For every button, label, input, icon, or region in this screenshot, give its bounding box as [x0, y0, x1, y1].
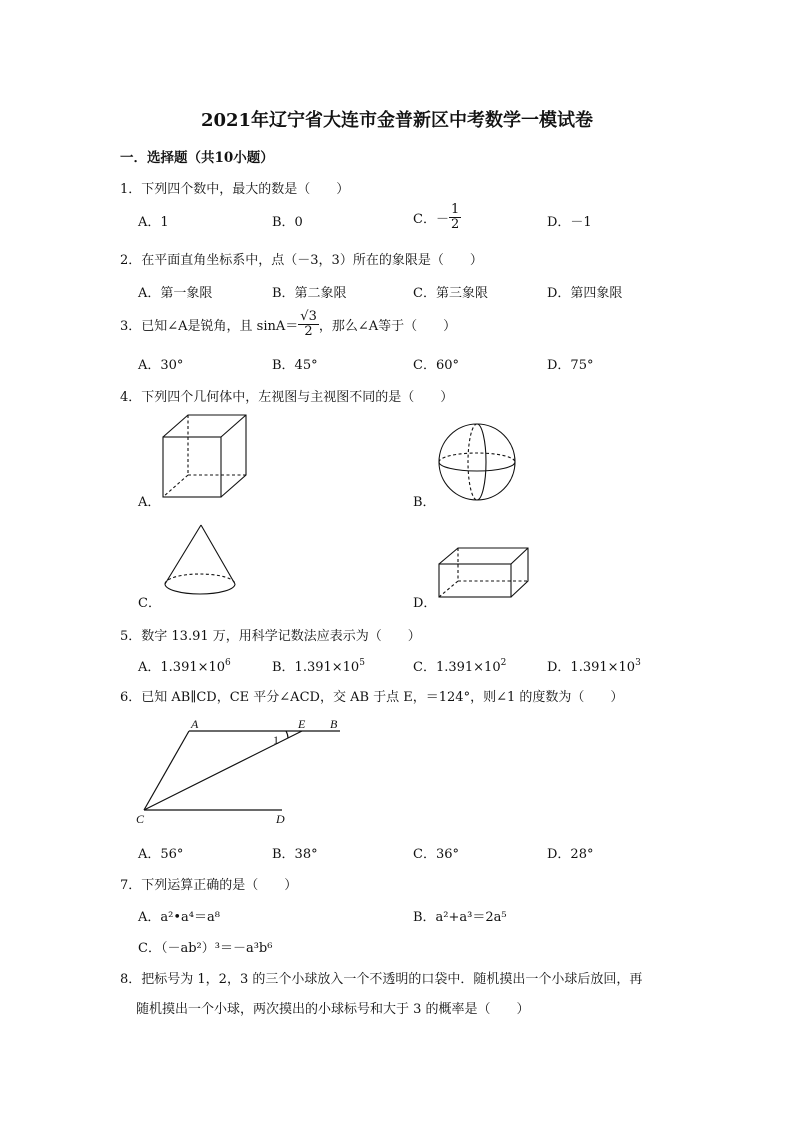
q5-option-b-base: B．1.391×10 — [272, 660, 360, 675]
question-8-line-1: 8．把标号为 1，2，3 的三个小球放入一个不透明的口袋中．随机摸出一个小球后放回，再 — [120, 972, 643, 987]
q1-fraction — [449, 203, 461, 232]
q7-option-b: B．a²+a³＝2a⁵ — [413, 910, 507, 925]
question-3-stem — [120, 310, 456, 339]
q5-option-c-base: C．1.391×10 — [413, 660, 501, 675]
q3-option-d: D．75° — [547, 358, 594, 373]
q3-fraction — [298, 310, 319, 339]
q6-option-c: C．36° — [413, 847, 459, 862]
q5-option-d-exponent: 3 — [635, 658, 641, 668]
question-6-stem: 6．已知 AB∥CD，CE 平分∠ACD，交 AB 于点 E，＝124°，则∠1 的度数为（ ） — [120, 690, 624, 705]
q2-option-b: B．第二象限 — [272, 286, 347, 301]
section-heading: 一．选择题（共10小题） — [120, 150, 274, 166]
q3-option-a: A．30° — [138, 358, 184, 373]
q2-option-d: D．第四象限 — [547, 286, 623, 301]
sphere-figure — [435, 420, 519, 504]
q5-option-b-exponent: 5 — [359, 658, 365, 668]
q5-option-a — [138, 656, 231, 675]
q7-option-c: C．（－ab²）³＝－a³b⁶ — [138, 941, 273, 956]
q1-fraction-numerator: 1 — [450, 202, 460, 217]
q5-option-a-base: A．1.391×10 — [138, 660, 226, 675]
question-2-stem: 2．在平面直角坐标系中，点（－3，3）所在的象限是（ ） — [120, 253, 483, 268]
q1-option-c — [413, 203, 461, 232]
q3-stem-prefix: 3．已知∠A是锐角，且 sinA＝ — [120, 319, 299, 334]
question-1-stem: 1．下列四个数中，最大的数是（ ） — [120, 182, 350, 197]
point-label-d: D — [276, 812, 285, 826]
q1-option-c-prefix: C．－ — [413, 212, 449, 227]
q5-option-d — [547, 656, 641, 675]
q2-option-a: A．第一象限 — [138, 286, 213, 301]
point-label-c: C — [136, 812, 145, 826]
q5-option-d-base: D．1.391×10 — [547, 660, 636, 675]
q3-option-c: C．60° — [413, 358, 459, 373]
q5-option-c — [413, 656, 506, 675]
q1-option-d: D．－1 — [547, 215, 592, 230]
point-label-a: A — [191, 717, 199, 731]
q6-option-d: D．28° — [547, 847, 594, 862]
q1-fraction-denominator: 2 — [450, 217, 460, 232]
q3-option-b: B．45° — [272, 358, 318, 373]
q3-fraction-denominator: 2 — [304, 324, 313, 339]
q4-option-a: A． — [138, 495, 161, 510]
q6-option-a: A．56° — [138, 847, 184, 862]
q1-option-a: A．1 — [138, 215, 169, 230]
parallel-lines-figure — [132, 714, 352, 826]
q5-option-a-exponent: 6 — [225, 658, 231, 668]
cone-figure — [160, 522, 240, 600]
q2-option-c: C．第三象限 — [413, 286, 488, 301]
question-7-stem: 7．下列运算正确的是（ ） — [120, 878, 298, 893]
q7-option-a: A．a²•a⁴＝a⁸ — [138, 910, 220, 925]
q3-stem-suffix: ，那么∠A等于（ ） — [318, 319, 457, 334]
point-label-e: E — [298, 717, 306, 731]
question-8-line-2: 随机摸出一个小球，两次摸出的小球标号和大于 3 的概率是（ ） — [136, 1002, 530, 1017]
question-4-stem: 4．下列四个几何体中，左视图与主视图不同的是（ ） — [120, 390, 454, 405]
page-title: 2021年辽宁省大连市金普新区中考数学一模试卷 — [200, 110, 594, 131]
point-label-b: B — [330, 717, 338, 731]
question-5-stem: 5．数字 13.91 万，用科学记数法应表示为（ ） — [120, 629, 421, 644]
q5-option-c-exponent: 2 — [500, 658, 507, 668]
q5-option-b — [272, 656, 365, 675]
q4-option-c: C． — [138, 596, 161, 611]
q4-option-d: D． — [413, 596, 437, 611]
cube-figure — [160, 412, 250, 502]
angle-label-1: 1 — [273, 733, 279, 747]
q4-option-b: B． — [413, 495, 436, 510]
q6-option-b: B．38° — [272, 847, 318, 862]
q3-fraction-numerator: √3 — [300, 309, 317, 324]
q1-option-b: B．0 — [272, 215, 303, 230]
cuboid-figure — [436, 545, 532, 601]
